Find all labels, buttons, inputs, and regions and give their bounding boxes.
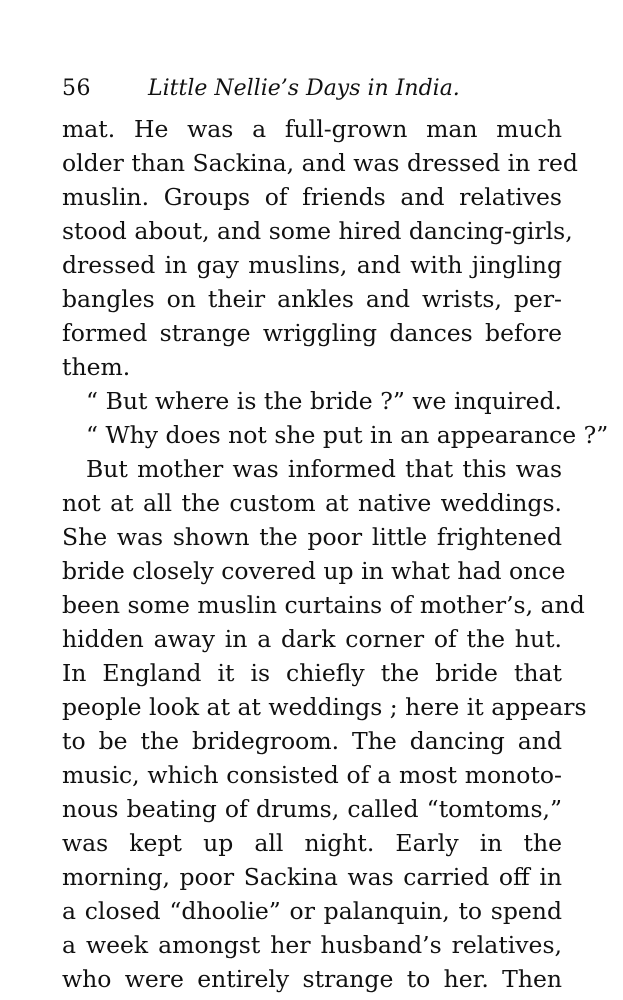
- text-line: music, which consisted of a most monoto-: [62, 761, 562, 789]
- text-line: bride closely covered up in what had once: [62, 557, 566, 585]
- text-line: a week amongst her husband’s relatives,: [62, 931, 562, 959]
- text-line: stood about, and some hired dancing-girls,: [62, 217, 573, 245]
- text-line: “ Why does not she put in an appearance ?”: [86, 421, 609, 449]
- running-title: Little Nellie’s Days in India.: [148, 76, 460, 101]
- text-line: morning, poor Sackina was carried off in: [62, 863, 562, 891]
- text-line: older than Sackina, and was dressed in red: [62, 149, 578, 177]
- text-line: hidden away in a dark corner of the hut.: [62, 625, 562, 653]
- text-line: nous beating of drums, called “tomtoms,”: [62, 795, 562, 823]
- text-line: been some muslin curtains of mother’s, and: [62, 591, 585, 619]
- text-line: In England it is chiefly the bride that: [62, 659, 562, 687]
- text-line: who were entirely strange to her. Then: [62, 965, 562, 993]
- text-line: But mother was informed that this was: [86, 455, 562, 483]
- text-line: people look at at weddings ; here it appears: [62, 693, 587, 721]
- page-number: 56: [62, 76, 91, 101]
- running-header: [62, 72, 562, 106]
- body-text: [62, 112, 609, 996]
- text-line: bangles on their ankles and wrists, per-: [62, 285, 562, 313]
- text-line: a closed “dhoolie” or palanquin, to spend: [62, 897, 562, 925]
- text-line: was kept up all night. Early in the: [62, 829, 562, 857]
- text-line: dressed in gay muslins, and with jingling: [62, 251, 562, 279]
- text-line: not at all the custom at native weddings.: [62, 489, 562, 517]
- text-line: mat. He was a full-grown man much: [62, 115, 562, 143]
- text-line: “ But where is the bride ?” we inquired.: [86, 387, 562, 415]
- text-line: them.: [62, 353, 131, 381]
- text-line: to be the bridegroom. The dancing and: [62, 727, 562, 755]
- text-line: muslin. Groups of friends and relatives: [62, 183, 562, 211]
- text-line: formed strange wriggling dances before: [62, 319, 562, 347]
- text-line: She was shown the poor little frightened: [62, 523, 562, 551]
